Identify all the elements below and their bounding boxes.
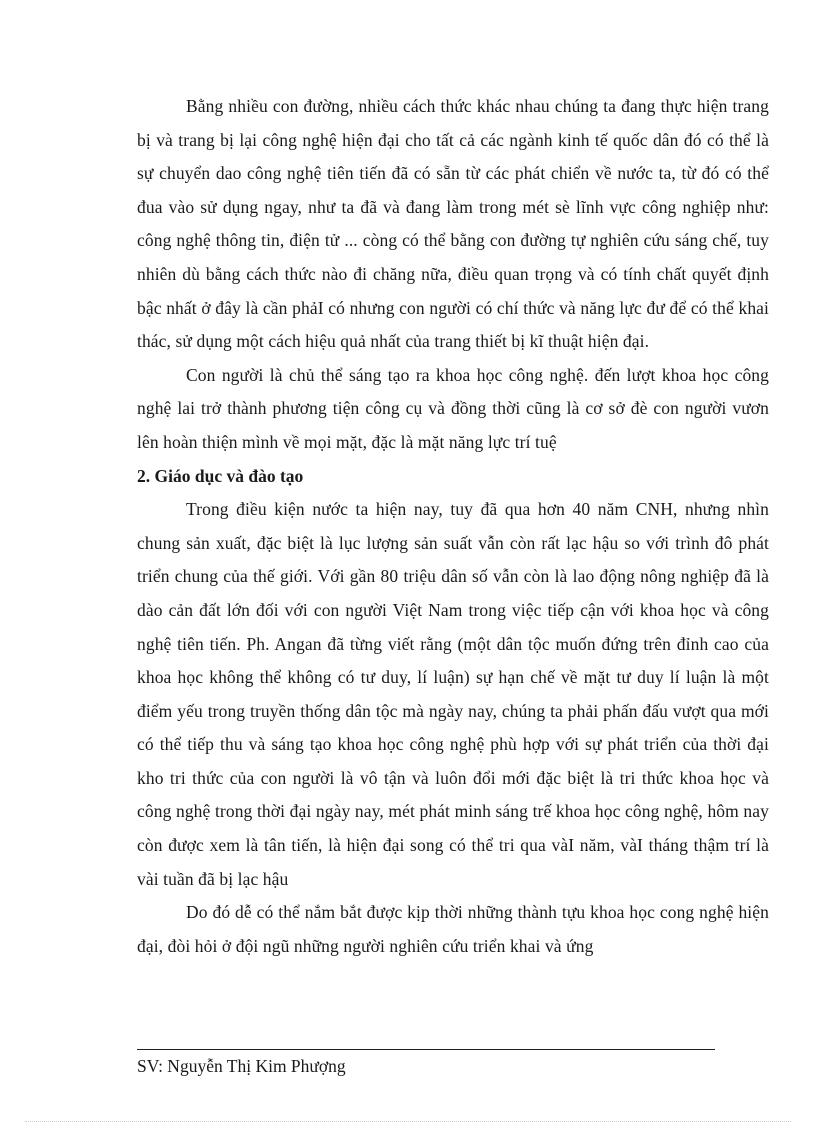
paragraph-conclusion: Do đó dễ có thể nắm bắt được kịp thời những thành tựu khoa học cong nghệ hiện đại, đòi hỏi ở đội ngũ những người nghiên cứu triển khai và ứng	[137, 902, 769, 956]
footer-divider	[137, 1049, 715, 1050]
page-bottom-edge	[25, 1121, 791, 1122]
footer-author: SV: Nguyễn Thị Kim Phượng	[137, 1056, 346, 1076]
paragraph-human-subject: Con người là chủ thể sáng tạo ra khoa học công nghệ. đến lượt khoa học công nghệ lai trở thành phương tiện công cụ và đồng thời cũng là cơ sở đè con người vươn lên hoàn thiện mình về mọi mặt, đặc là mặt năng lực trí tuệ	[137, 364, 769, 452]
paragraph-education-context: Trong điều kiện nước ta hiện nay, tuy đã qua hơn 40 năm CNH, nhưng nhìn chung sản xuất, đặc biệt là lục lượng sản suất vẫn còn rất lạc hậu so với trình đô phát triển chung của thế giới. Với gần 80 triệu dân số vẫn còn là lao động nông nghiệp đã là dào cản đất lớn đối với con người Việt Nam trong việc tiếp cận với khoa học và công nghệ tiên tiến. Ph. Angan đã từng viết rằng (một dân tộc muốn đứng trên đỉnh cao của khoa học không thể không có tư duy, lí luận) sự hạn chế về mặt tư duy lí luận là một điểm yếu trong truyền thống dân tộc mà ngày nay, chúng ta phải phấn đấu vượt qua mới có thể tiếp thu và sáng tạo khoa học công nghệ phù hợp với sự phát triển của thời đại kho tri thức của con người là vô tận và luôn đổi mới đặc biệt là tri thức khoa học và công nghệ trong thời đại ngày nay, mét phát minh sáng trế khoa học công nghệ, hôm nay còn được xem là tân tiến, là hiện đại song có thể tri qua vàI năm, vàI tháng thậm trí là vài tuần đã bị lạc hậu	[137, 499, 769, 889]
document-body	[137, 90, 769, 963]
section-heading: 2. Giáo dục và đào tạo	[137, 465, 304, 486]
paragraph-technology-transfer: Bằng nhiều con đường, nhiều cách thức khác nhau chúng ta đang thực hiện trang bị và trang bị lại công nghệ hiện đại cho tất cả các ngành kinh tế quốc dân đó có thể là sự chuyển dao công nghệ tiên tiến đã có sẵn từ các phát chiển về nước ta, từ đó có thể đua vào sử dụng ngay, như ta đã và đang làm trong mét sè lĩnh vực công nghiệp như: công nghệ thông tin, điện tử ... còng có thể bằng con đường tự nghiên cứu sáng chế, tuy nhiên dù bằng cách thức nào đi chăng nữa, điều quan trọng và có tính chất quyết định bậc nhất ở đây là cần phảI có nhưng con người có chí thức và năng lực đư để có thể khai thác, sử dụng một cách hiệu quả nhất của trang thiết bị kĩ thuật hiện đại.	[137, 96, 769, 352]
